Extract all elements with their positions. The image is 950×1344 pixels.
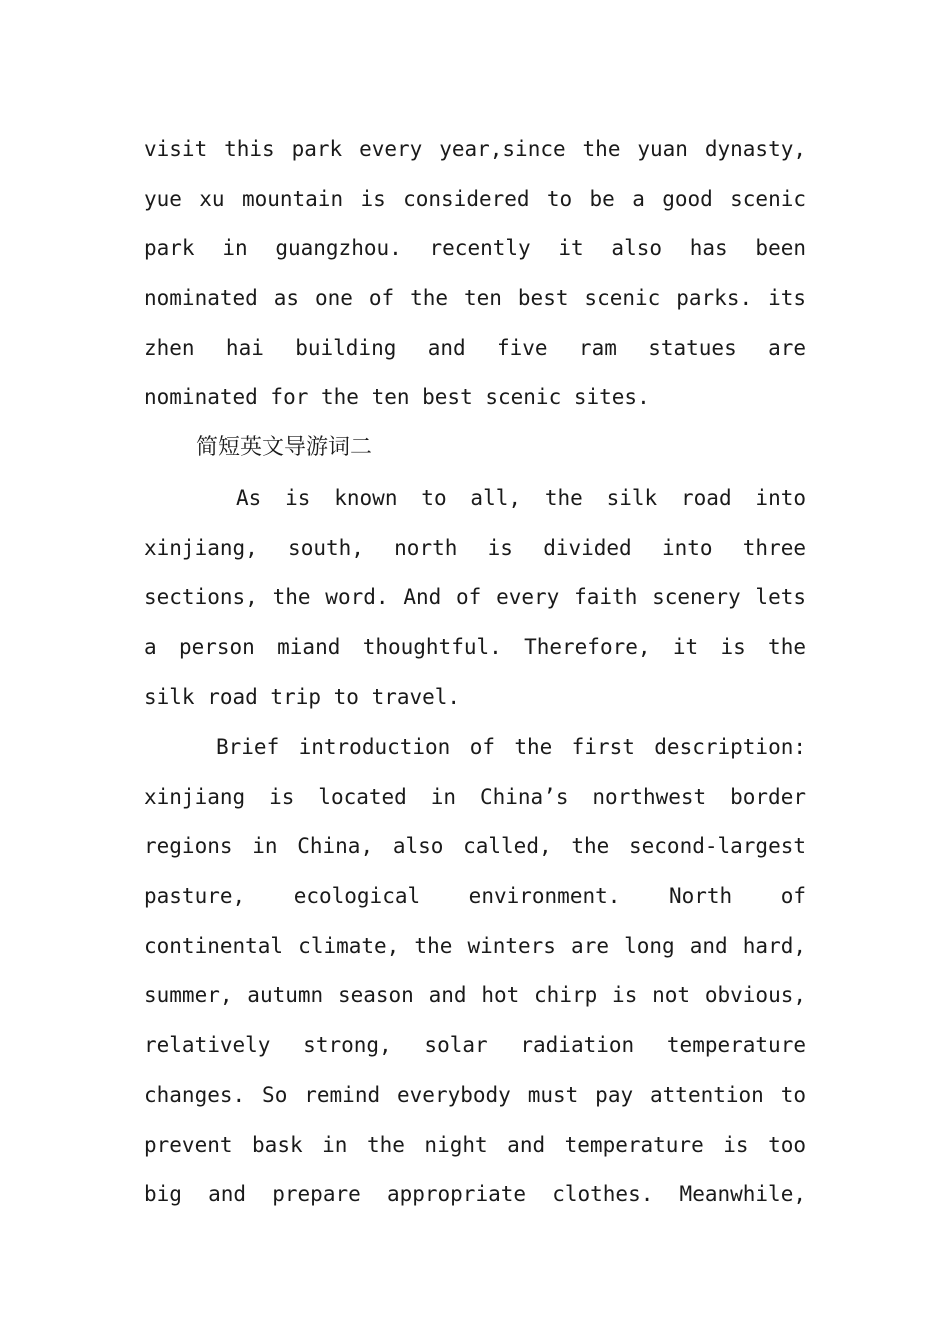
text-line: visit this park every year,since the yuan dynasty, [144, 137, 806, 161]
paragraph-park [144, 125, 806, 423]
paragraph-silk-road [144, 474, 806, 722]
text-line: yue xu mountain is considered to be a good scenic [144, 186, 806, 211]
text-line: changes. So remind everybody must pay attention to [144, 1082, 806, 1107]
text-line: prevent bask in the night and temperature is too [144, 1132, 806, 1157]
text-line: sections, the word. And of every faith scenery lets [144, 585, 806, 610]
text-line: xinjiang is located in China’s northwest border [144, 784, 806, 809]
text-line: big and prepare appropriate clothes. Meanwhile, [144, 1182, 806, 1207]
text-line: nominated for the ten best scenic sites. [144, 385, 650, 410]
text-line: As is known to all, the silk road into [236, 486, 806, 510]
text-line: relatively strong, solar radiation temperature [144, 1033, 806, 1058]
text-line: a person miand thoughtful. Therefore, it is the [144, 635, 806, 660]
section-heading: 简短英文导游词二 [196, 435, 373, 460]
text-line: regions in China, also called, the second-largest [144, 834, 806, 859]
text-line: xinjiang, south, north is divided into three [144, 535, 806, 560]
text-line: park in guangzhou. recently it also has been [144, 236, 806, 261]
text-line: Brief introduction of the first description: [216, 735, 806, 759]
text-line: summer, autumn season and hot chirp is not obvious, [144, 983, 806, 1008]
text-line: pasture, ecological environment. North of [144, 884, 806, 909]
text-line: continental climate, the winters are long and hard, [144, 933, 806, 958]
text-line: silk road trip to travel. [144, 684, 461, 709]
paragraph-xinjiang [144, 723, 806, 1220]
text-line: zhen hai building and five ram statues are [144, 335, 806, 360]
text-line: nominated as one of the ten best scenic parks. its [144, 286, 806, 311]
